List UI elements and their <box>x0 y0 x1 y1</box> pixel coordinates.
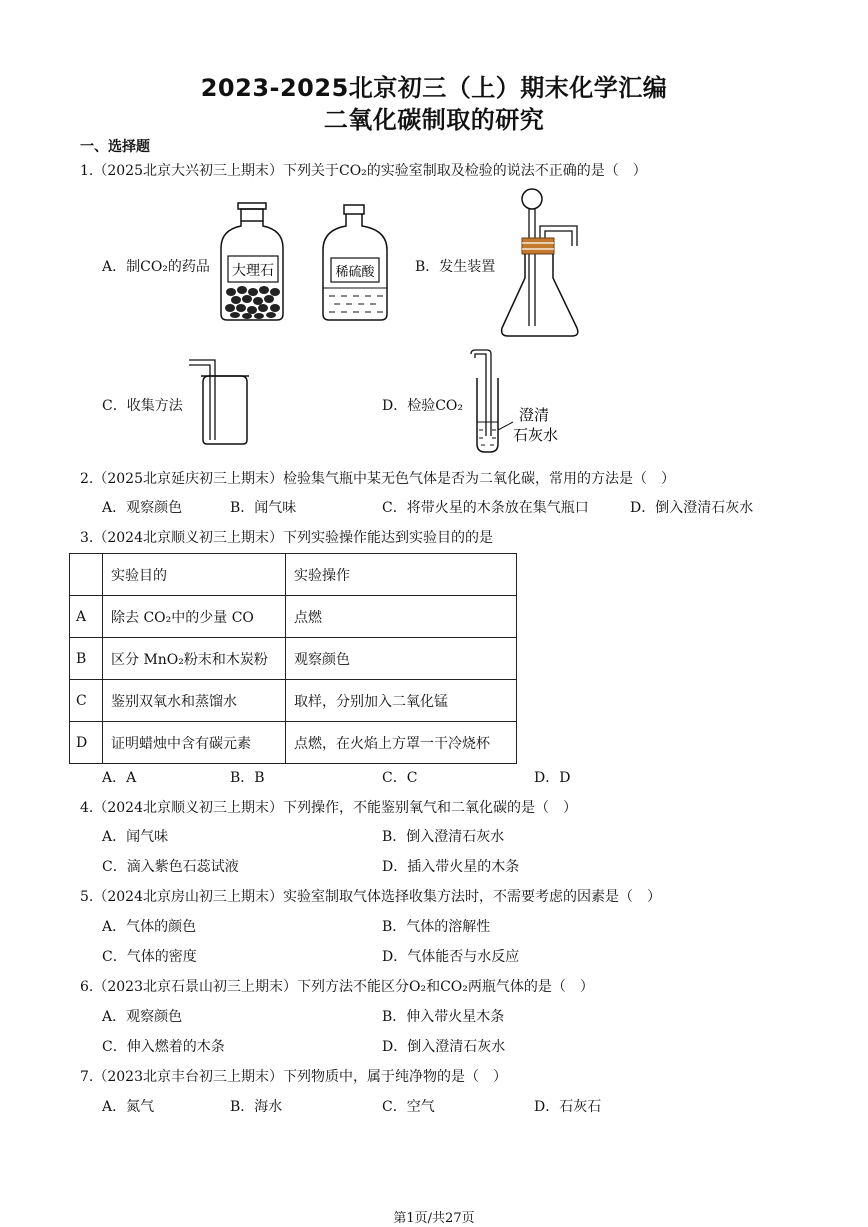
q5-option-b: B．气体的溶解性 <box>382 919 491 935</box>
table-cell: 鉴别双氧水和蒸馏水 <box>103 680 286 722</box>
table-cell: A <box>70 596 103 638</box>
table-cell: 观察颜色 <box>286 638 517 680</box>
q2-option-c: C．将带火星的木条放在集气瓶口 <box>382 500 589 516</box>
table-cell: 区分 MnO₂粉末和木炭粉 <box>103 638 286 680</box>
table-row <box>70 596 517 638</box>
q2-option-d: D．倒入澄清石灰水 <box>630 500 754 516</box>
table-row <box>70 722 517 764</box>
page-number: 第1页/共27页 <box>393 1211 475 1226</box>
question-5-stem: 5.（2024北京房山初三上期末）实验室制取气体选择收集方法时，不需要考虑的因素是（ ） <box>80 889 661 905</box>
question-7-stem: 7.（2023北京丰台初三上期末）下列物质中，属于纯净物的是（ ） <box>80 1069 507 1085</box>
q5-option-a: A．气体的颜色 <box>102 919 197 935</box>
q1-option-c: C．收集方法 <box>102 398 183 414</box>
acid-bottle <box>323 205 387 320</box>
q1-option-a: A．制CO₂的药品 <box>102 259 210 275</box>
q3-option-a: A．A <box>102 770 137 786</box>
table-cell: 除去 CO₂中的少量 CO <box>103 596 286 638</box>
question-4-stem: 4.（2024北京顺义初三上期末）下列操作，不能鉴别氧气和二氧化碳的是（ ） <box>80 800 577 816</box>
table-cell: D <box>70 722 103 764</box>
acid-label: 稀硫酸 <box>335 265 375 280</box>
table-row <box>70 680 517 722</box>
question-2-stem: 2.（2025北京延庆初三上期末）检验集气瓶中某无色气体是否为二氧化碳，常用的方法是（ ） <box>80 471 675 487</box>
table-cell: C <box>70 680 103 722</box>
generation-apparatus-figure <box>497 186 587 340</box>
limewater-test-figure <box>465 348 575 456</box>
question-3-stem: 3.（2024北京顺义初三上期末）下列实验操作能达到实验目的的是 <box>80 530 493 546</box>
experiment-table <box>69 553 517 764</box>
q7-option-b: B．海水 <box>230 1099 283 1115</box>
q5-option-d: D．气体能否与水反应 <box>382 949 520 965</box>
table-row <box>70 638 517 680</box>
q7-option-d: D．石灰石 <box>534 1099 602 1115</box>
document-subtitle: 二氧化碳制取的研究 <box>323 106 545 134</box>
q4-option-b: B．倒入澄清石灰水 <box>382 829 505 845</box>
table-cell: 点燃 <box>286 596 517 638</box>
q3-option-b: B．B <box>230 770 265 786</box>
q6-option-b: B．伸入带火星木条 <box>382 1009 505 1025</box>
q2-option-a: A．观察颜色 <box>102 500 183 516</box>
q3-option-c: C．C <box>382 770 418 786</box>
q2-option-b: B．闻气味 <box>230 500 297 516</box>
marble-bottle <box>221 203 283 320</box>
q7-option-c: C．空气 <box>382 1099 435 1115</box>
q4-option-a: A．闻气味 <box>102 829 169 845</box>
collection-bottle-figure <box>185 352 255 448</box>
table-cell: 取样，分别加入二氧化锰 <box>286 680 517 722</box>
document-title: 2023-2025北京初三（上）期末化学汇编 <box>200 74 668 102</box>
table-cell: B <box>70 638 103 680</box>
q1-option-d: D．检验CO₂ <box>382 398 464 414</box>
table-header-cell: 实验目的 <box>103 554 286 596</box>
q3-option-d: D．D <box>534 770 571 786</box>
q1-option-b: B．发生装置 <box>415 259 496 275</box>
table-header-row <box>70 554 517 596</box>
table-header-cell <box>70 554 103 596</box>
q6-option-c: C．伸入燃着的木条 <box>102 1039 225 1055</box>
q7-option-a: A．氮气 <box>102 1099 155 1115</box>
question-1-stem: 1.（2025北京大兴初三上期末）下列关于CO₂的实验室制取及检验的说法不正确的是（ ） <box>80 163 647 179</box>
table-header-cell: 实验操作 <box>286 554 517 596</box>
table-cell: 证明蜡烛中含有碳元素 <box>103 722 286 764</box>
table-cell: 点燃，在火焰上方罩一干冷烧杯 <box>286 722 517 764</box>
reagent-bottles-figure <box>215 200 405 330</box>
q6-option-d: D．倒入澄清石灰水 <box>382 1039 506 1055</box>
q4-option-d: D．插入带火星的木条 <box>382 859 520 875</box>
q5-option-c: C．气体的密度 <box>102 949 197 965</box>
q4-option-c: C．滴入紫色石蕊试液 <box>102 859 239 875</box>
marble-label: 大理石 <box>232 263 274 279</box>
q6-option-a: A．观察颜色 <box>102 1009 183 1025</box>
section-heading: 一、选择题 <box>80 139 150 155</box>
limewater-label-line1: 澄清 <box>519 406 550 424</box>
limewater-label-line2: 石灰水 <box>513 426 559 444</box>
question-6-stem: 6.（2023北京石景山初三上期末）下列方法不能区分O₂和CO₂两瓶气体的是（ ） <box>80 979 594 995</box>
